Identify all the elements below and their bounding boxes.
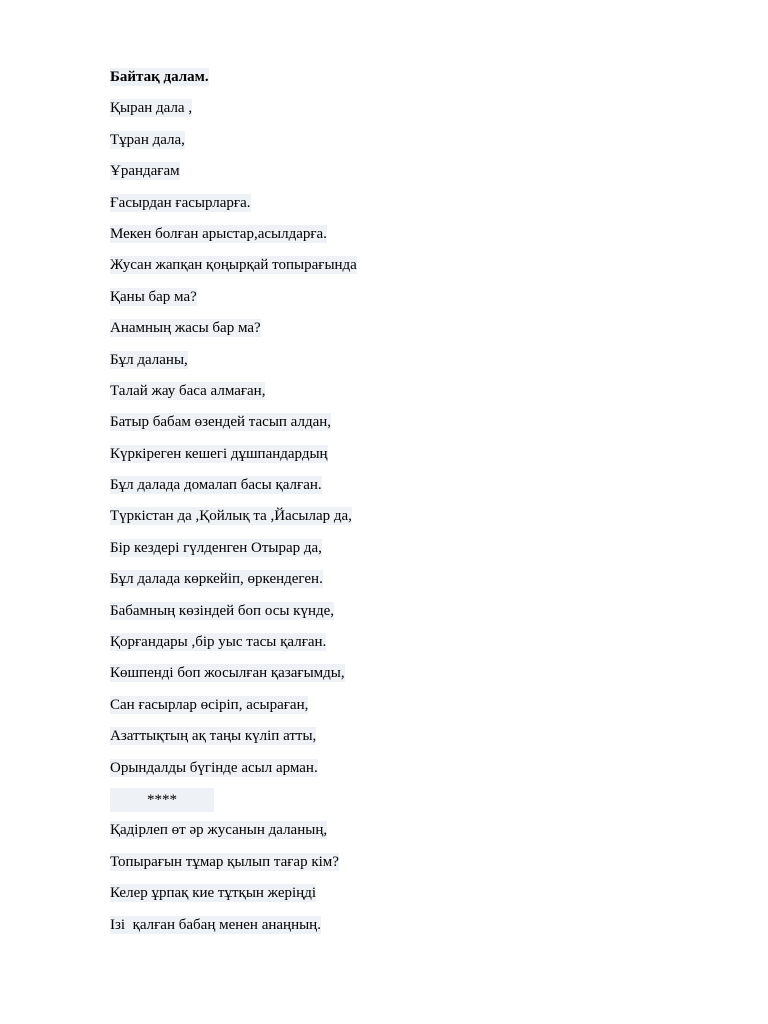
poem-line-text: Батыр бабам өзендей тасып алдан, <box>110 414 332 431</box>
poem-line-text: Бұл далада көркейіп, өркендеген. <box>110 571 323 588</box>
poem-line-text: Көшпенді боп жосылған қазағымды, <box>110 665 345 682</box>
poem-line <box>110 223 357 254</box>
poem-line-text: Түркістан да ,Қойлық та ,Йасылар да, <box>110 508 352 525</box>
poem-line-text: Бабамның көзіндей боп осы күнде, <box>110 602 335 619</box>
poem-line <box>110 600 357 631</box>
poem-line <box>110 349 357 380</box>
poem-line-text: Бұл далада домалап басы қалған. <box>110 477 322 494</box>
poem-line-text: Қыран дала , <box>110 100 193 117</box>
poem-line <box>110 474 357 505</box>
poem-line <box>110 662 357 693</box>
poem-line <box>110 568 357 599</box>
poem-line <box>110 97 357 128</box>
poem-line-text: Тұран дала, <box>110 131 185 148</box>
poem-line-text: Бір кездері гүлденген Отырар да, <box>110 539 322 556</box>
poem-line <box>110 286 357 317</box>
poem-line <box>110 129 357 160</box>
poem-line <box>110 757 357 788</box>
poem-line <box>110 819 357 850</box>
poem-line-text: Бұл даланы, <box>110 351 188 368</box>
poem-line <box>110 882 357 913</box>
poem-line-text: Топырағын тұмар қылып тағар кім? <box>110 853 339 870</box>
poem-line-text: Ғасырдан ғасырларға. <box>110 194 251 211</box>
poem-line-text: Ізі қалған бабаң менен анаңның. <box>110 916 321 933</box>
poem-line-text: Талай жау баса алмаған, <box>110 382 266 399</box>
poem-line <box>110 631 357 662</box>
poem-line <box>110 694 357 725</box>
poem-line <box>110 254 357 285</box>
poem-line <box>110 443 357 474</box>
poem-line <box>110 411 357 442</box>
poem-line-text: Анамның жасы бар ма? <box>110 320 261 337</box>
poem-title-text: Байтақ далам. <box>110 69 209 85</box>
poem-line-text: Азаттықтың ақ таңы күліп атты, <box>110 728 317 745</box>
poem-line-text: Күркіреген кешегі дұшпандардың <box>110 445 328 462</box>
poem-line-text: Қорғандары ,бір уыс тасы қалған. <box>110 634 327 651</box>
poem-line-text: Сан ғасырлар өсіріп, асыраған, <box>110 696 309 713</box>
poem-line <box>110 725 357 756</box>
poem-line <box>110 160 357 191</box>
poem <box>110 66 357 945</box>
poem-line <box>110 914 357 945</box>
poem-line <box>110 317 357 348</box>
poem-line-text: Орындалды бүгінде асыл арман. <box>110 759 318 776</box>
poem-line-text: Ұрандағам <box>110 163 180 180</box>
poem-line <box>110 505 357 536</box>
poem-line <box>110 537 357 568</box>
poem-line <box>110 192 357 223</box>
poem-line-text: Қаны бар ма? <box>110 288 197 305</box>
poem-line-text: Жусан жапқан қоңырқай топырағында <box>110 257 357 274</box>
stanza-separator-text: **** <box>110 788 214 812</box>
poem-line-text: Қадірлеп өт әр жусанын даланың, <box>110 822 328 839</box>
poem-line <box>110 380 357 411</box>
stanza-separator <box>110 788 357 819</box>
poem-line <box>110 851 357 882</box>
poem-line-text: Мекен болған арыстар,асылдарға. <box>110 225 327 242</box>
poem-line-text: Келер ұрпақ кие тұтқын жеріңді <box>110 885 317 902</box>
poem-title <box>110 66 357 97</box>
